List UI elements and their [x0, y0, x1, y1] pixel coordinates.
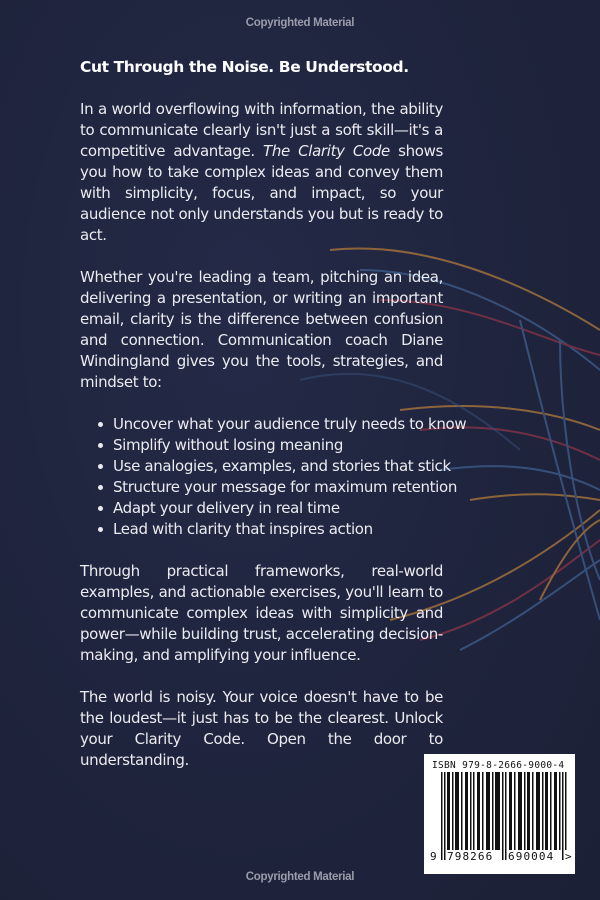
- isbn-barcode: [424, 754, 575, 874]
- list-item: [98, 519, 443, 540]
- bullet-icon: [98, 464, 103, 469]
- paragraph-audience: Whether you're leading a team, pitching an idea, delivering a presentation, or writing an important email, clarity is the difference between confusion and connection. Communication coach Diane Windingland gives you the tools, strategies, and mindset to:: [80, 268, 443, 391]
- list-item: [98, 414, 467, 435]
- barcode-bars-icon: [441, 772, 567, 860]
- list-item: [98, 477, 457, 498]
- isbn-label: ISBN 979-8-2666-9000-4: [432, 760, 565, 771]
- copyright-notice-top: Copyrighted Material: [245, 17, 355, 29]
- list-item: [98, 456, 451, 477]
- bullet-icon: [98, 485, 103, 490]
- list-item-text: Structure your message for maximum retention: [113, 478, 457, 496]
- list-item-text: Use analogies, examples, and stories that stick: [113, 457, 451, 475]
- headline: Cut Through the Noise. Be Understood.: [80, 58, 409, 76]
- bullet-icon: [98, 506, 103, 511]
- barcode-lead-digit: 9: [430, 850, 438, 863]
- list-item: [98, 435, 443, 456]
- list-item: [98, 498, 443, 519]
- list-item-text: Uncover what your audience truly needs to know: [113, 415, 467, 433]
- back-cover-text: [80, 56, 467, 792]
- book-title: The Clarity Code: [263, 142, 390, 160]
- bullet-icon: [98, 443, 103, 448]
- quiet-zone-marker: >: [565, 850, 573, 863]
- barcode-digits-right: 690004: [508, 850, 555, 863]
- intro-after-title: shows you how to take complex ideas and convey them with simplicity, focus, and impact, so your audience not only understands you but is ready to act.: [80, 142, 443, 244]
- list-item-text: Lead with clarity that inspires action: [113, 520, 373, 538]
- intro-before-title: In a world overflowing with information, the ability to communicate clearly isn't just a soft skill—it's a competitive advantage.: [80, 100, 443, 160]
- list-item-text: Simplify without losing meaning: [113, 436, 343, 454]
- bullet-icon: [98, 527, 103, 532]
- paragraph-closing: The world is noisy. Your voice doesn't have to be the loudest—it just has to be the clearest. Unlock your Clarity Code. Open the door to understanding.: [80, 688, 443, 769]
- paragraph-frameworks: Through practical frameworks, real-world examples, and actionable exercises, you'll learn to communicate complex ideas with simplicity and power—while building trust, accelerating decision-making, and amplifying your influence.: [80, 562, 443, 664]
- benefits-list: [80, 414, 467, 540]
- list-item-text: Adapt your delivery in real time: [113, 499, 340, 517]
- bullet-icon: [98, 422, 103, 427]
- barcode-digits-left: 798266: [447, 850, 494, 863]
- intro-paragraph: [80, 99, 443, 246]
- copyright-notice-bottom: Copyrighted Material: [245, 871, 355, 883]
